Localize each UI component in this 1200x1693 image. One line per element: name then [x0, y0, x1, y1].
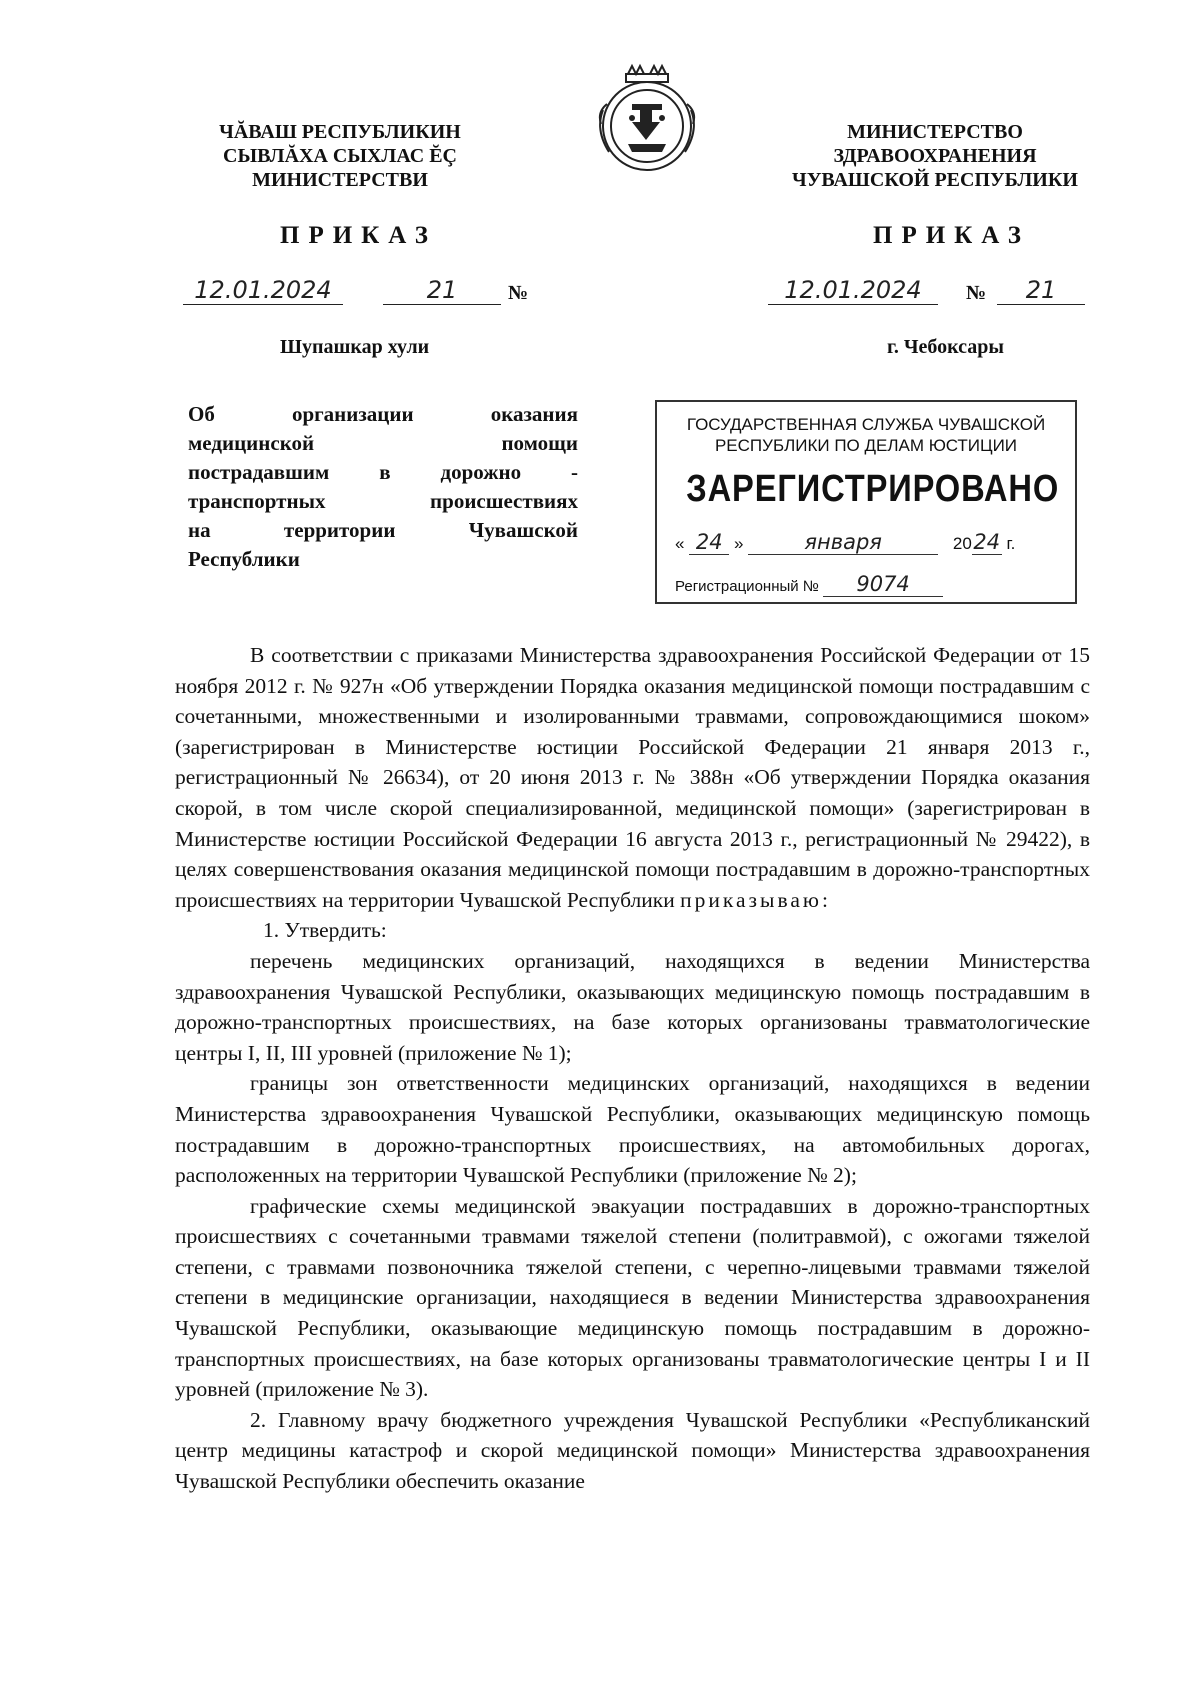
header-right-line: ЧУВАШСКОЙ РЕСПУБЛИКИ	[792, 169, 1078, 191]
registration-stamp	[655, 400, 1077, 604]
subject-line: Об организации оказания	[188, 402, 578, 426]
stamp-quote-close: »	[733, 534, 744, 553]
header-left-ministry-chuvash	[190, 120, 490, 192]
number-sign-left: №	[508, 282, 529, 304]
city-left: Шупашкар хули	[280, 336, 430, 358]
body-item-1: 1. Утвердить:	[263, 918, 387, 943]
stamp-organization	[657, 414, 1075, 456]
order-subject	[188, 400, 578, 574]
stamp-reg-label: Регистрационный №	[675, 578, 819, 595]
preamble-text: В соответствии с приказами Министерства здравоохранения Российской Федерации от 15 ноября 2012 г. № 927н «Об утверждении Порядка оказания медицинской помощи пострадавшим с сочетанными, множественными и изолированными травмами, сопровождающимися шоком» (зарегистрирован в Министерстве юстиции Российской Федерации 21 января 2013 г., регистрационный № 26634), от 20 июня 2013 г. № 388н «Об утверждении Порядка оказания скорой, в том числе скорой специализированной, медицинской помощи» (зарегистрирован в Министерстве юстиции Российской Федерации 16 августа 2013 г., регистрационный № 29422), в целях совершенствования оказания медицинской помощи пострадавшим в дорожно-транспортных происшествиях на территории Чувашской Республики	[175, 643, 1090, 912]
header-left-line: МИНИСТЕРСТВИ	[252, 169, 428, 191]
order-date-right: 12.01.2024	[768, 276, 938, 305]
order-number-right: 21	[997, 276, 1085, 305]
stamp-org-line: РЕСПУБЛИКИ ПО ДЕЛАМ ЮСТИЦИИ	[714, 436, 1018, 455]
stamp-date-line	[675, 530, 1065, 555]
subject-line: транспортных происшествиях	[188, 489, 578, 513]
subject-line: Республики	[188, 547, 300, 571]
stamp-year-suffix: 24	[973, 530, 1001, 554]
city-right: г. Чебоксары	[887, 336, 1005, 358]
stamp-org-line: ГОСУДАРСТВЕННАЯ СЛУЖБА ЧУВАШСКОЙ	[686, 415, 1046, 434]
order-body	[175, 640, 1090, 1497]
stamp-quote-open: «	[675, 534, 685, 553]
stamp-year-unit: г.	[1006, 534, 1016, 553]
subject-line: пострадавшим в дорожно -	[188, 460, 578, 484]
stamp-year-prefix: 20	[952, 534, 972, 553]
order-number-left: 21	[383, 276, 501, 305]
header-right-line: МИНИСТЕРСТВО	[847, 121, 1023, 143]
body-paragraph-preamble	[175, 640, 1090, 915]
stamp-reg-number: 9074	[823, 572, 943, 597]
order-title-left: ПРИКАЗ	[280, 222, 437, 249]
body-paragraph-list-3: графические схемы медицинской эвакуации пострадавших в дорожно-транспортных происшествиях с сочетанными травмами тяжелой степени (политравмой), с ожогами тяжелой степени, с травмами позвоночника тяжелой степени, с черепно-лицевыми травмами тяжелой степени в медицинские организации, находящиеся в ведении Министерства здравоохранения Чувашской Республики, оказывающие медицинскую помощь пострадавшим в дорожно-транспортных происшествиях, на базе которых организованы травматологические центры I и II уровней (приложение № 3).	[175, 1193, 1090, 1402]
header-left-line: СЫВЛĂХА СЫХЛАС ĔÇ	[223, 145, 457, 167]
body-paragraph-list-1: перечень медицинских организаций, находящихся в ведении Министерства здравоохранения Чувашской Республики, оказывающих медицинскую помощь пострадавшим в дорожно-транспортных происшествиях, на базе которых организованы травматологические центры I, II, III уровней (приложение № 1);	[175, 948, 1090, 1065]
order-title-right: ПРИКАЗ	[873, 222, 1030, 249]
coat-of-arms-emblem	[588, 60, 706, 180]
order-date-left: 12.01.2024	[183, 276, 343, 305]
preamble-command: приказываю:	[680, 887, 831, 912]
body-item-2: 2. Главному врачу бюджетного учреждения Чувашской Республики «Республиканский центр медицины катастроф и скорой медицинской помощи» Министерства здравоохранения Чувашской Республики обеспечить оказание	[175, 1407, 1090, 1494]
number-sign-right: №	[966, 282, 987, 304]
body-paragraph-list-2: границы зон ответственности медицинских организаций, находящихся в ведении Министерства здравоохранения Чувашской Республики, оказывающих медицинскую помощь пострадавшим в дорожно-транспортных происшествиях, на автомобильных дорогах, расположенных на территории Чувашской Республики (приложение № 2);	[175, 1071, 1090, 1188]
stamp-registration-number-line	[675, 572, 1065, 597]
header-left-line: ЧĂВАШ РЕСПУБЛИКИН	[219, 121, 461, 143]
stamp-day: 24	[689, 530, 729, 555]
header-right-line: ЗДРАВООХРАНЕНИЯ	[833, 145, 1037, 167]
stamp-month: января	[748, 530, 938, 555]
header-right-ministry-russian	[780, 120, 1090, 192]
subject-line: на территории Чувашской	[188, 518, 578, 542]
subject-line: медицинской помощи	[188, 431, 578, 455]
stamp-status: ЗАРЕГИСТРИРОВАНО	[686, 468, 1060, 510]
